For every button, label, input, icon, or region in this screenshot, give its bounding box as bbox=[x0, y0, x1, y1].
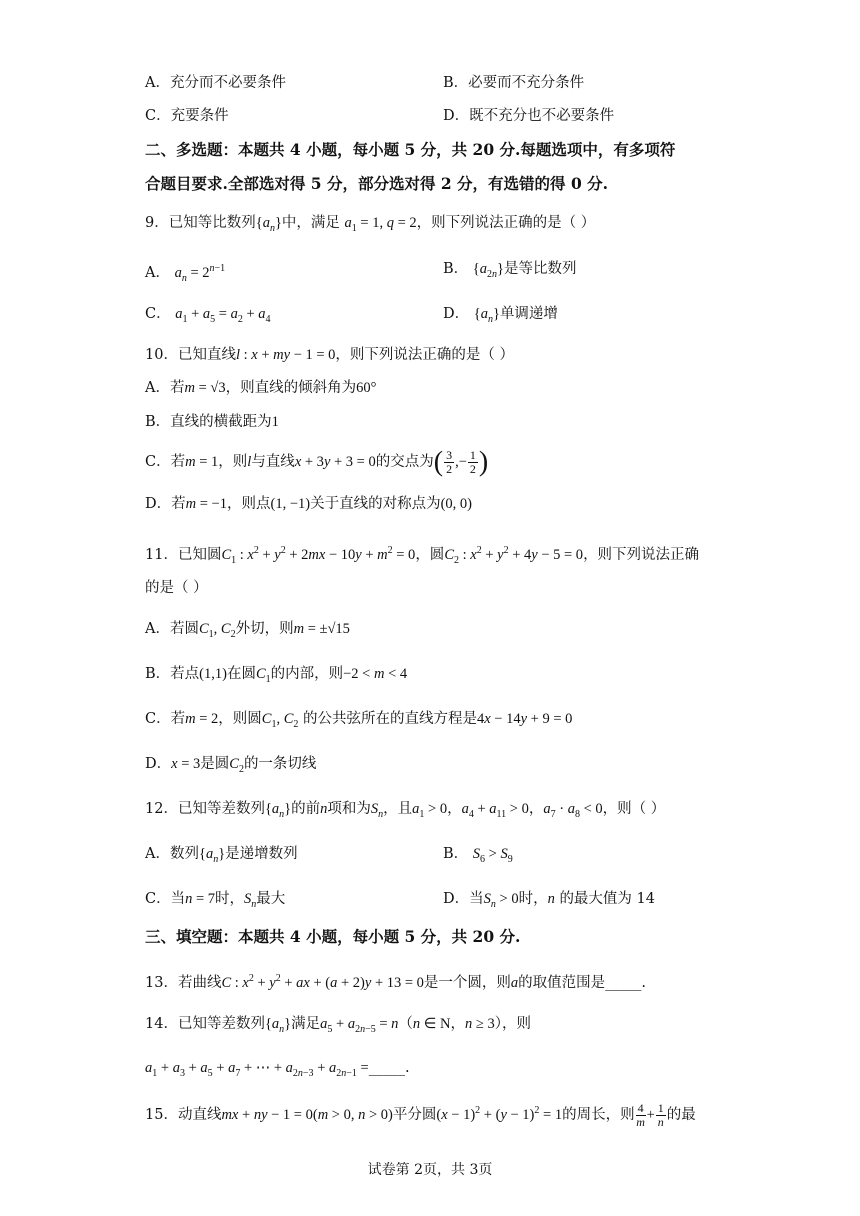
q9-option-b: B． $\{a_{2n}\}$是等比数列 bbox=[443, 261, 577, 280]
q11-stem-line1: 11．已知圆$C_1$ : $x^2 + y^2 + 2mx - 10y + m^2 = 0$，圆$C_2$ : $x^2 + y^2 + 4y - 5 = 0$，则下列说法正确 bbox=[145, 545, 700, 566]
q14-stem-line2: $a_1 + a_3 + a_5 + a_7$ + ⋯ + $a_{2n-3} + a_{2n-1}$ =_____. bbox=[145, 1060, 410, 1079]
section2-heading-line1: 二、多选题：本题共 4 小题，每小题 5 分，共 20 分.每题选项中，有多项符 bbox=[145, 140, 676, 159]
q11-option-a: A．若圆$C_1$, $C_2$外切，则m = ±√15 bbox=[145, 621, 350, 640]
q9-option-c: C． $a_1 + a_5 = a_2 + a_4$ bbox=[145, 306, 271, 325]
q9-option-d: D． $\{a_n\}$单调递增 bbox=[443, 306, 558, 325]
section2-heading-line2: 合题目要求.全部选对得 5 分，部分选对得 2 分，有选错的得 0 分. bbox=[145, 174, 609, 193]
q9-option-a: A． $a_n = 2^{n-1}$ bbox=[145, 263, 226, 284]
q8-option-c: C．充要条件 bbox=[145, 108, 229, 124]
q11-option-c: C．若m = 2，则圆$C_1$, $C_2$ 的公共弦所在的直线方程是4x − 14y + 9 = 0 bbox=[145, 711, 573, 730]
q10-option-b: B．直线的横截距为1 bbox=[145, 414, 279, 430]
q13-stem: 13．若曲线C : $x^2 + y^2$ + ax + (a + 2)y + 13 = 0是一个圆，则a的取值范围是_____. bbox=[145, 973, 647, 991]
q10-option-d: D．若m = −1，则点(1, −1)关于直线的对称点为(0, 0) bbox=[145, 496, 472, 512]
q8-option-d: D．既不充分也不必要条件 bbox=[443, 108, 615, 124]
q8-option-b: B．必要而不充分条件 bbox=[443, 75, 585, 91]
q14-stem-line1: 14．已知等差数列$\{a_n\}$满足$a_5 + a_{2n-5} = n(n$ ∈ N，n ≥ 3），则 bbox=[145, 1016, 531, 1035]
q15-stem: 15．动直线mx + ny − 1 = 0(m > 0, n > 0)平分圆$(x - 1)^2 + (y - 1)^2 = 1$的周长，则 $\frac{4}{m}$ + $\frac{1}{n}$ 的最 bbox=[145, 1101, 696, 1129]
q12-stem: 12．已知等差数列$\{a_n\}$的前n项和为$S_n$，且$a_1 > 0$，$a_4 + a_{11} > 0$，$a_7 \cdot a_8 < 0$，则（ ） bbox=[145, 801, 666, 820]
q8-option-a: A．充分而不必要条件 bbox=[145, 75, 286, 91]
q10-option-c: C．若m = 1，则l与直线x + 3y + 3 = 0的交点为( $\frac{3}{2}$ ,− $\frac{1}{2}$ ) bbox=[145, 446, 489, 478]
q12-option-b: B． $S_6 > S_9$ bbox=[443, 846, 513, 865]
q10-option-a: A．若m = √3，则直线的倾斜角为60° bbox=[145, 380, 377, 396]
page-footer: 试卷第 2页，共 3页 bbox=[367, 1162, 493, 1178]
q9-stem: 9．已知等比数列$\{a_n\}$中，满足 $a_1 = 1$, q = 2，则下列说法正确的是（ ） bbox=[145, 215, 596, 234]
q10-stem: 10．已知直线l : x + my − 1 = 0，则下列说法正确的是（ ） bbox=[145, 347, 515, 363]
section3-heading: 三、填空题：本题共 4 小题，每小题 5 分，共 20 分. bbox=[145, 927, 521, 946]
q12-option-d: D．当$S_n > 0$时，n 的最大值为 14 bbox=[443, 891, 655, 910]
q11-stem-line2: 的是（ ） bbox=[145, 580, 208, 596]
q11-option-d: D．x = 3是圆$C_2$的一条切线 bbox=[145, 756, 317, 775]
q11-option-b: B．若点(1,1)在圆$C_1$的内部，则−2 < m < 4 bbox=[145, 666, 408, 685]
q12-option-a: A．数列$\{a_n\}$是递增数列 bbox=[145, 846, 298, 865]
q12-option-c: C．当n = 7时，$S_n$最大 bbox=[145, 891, 286, 910]
